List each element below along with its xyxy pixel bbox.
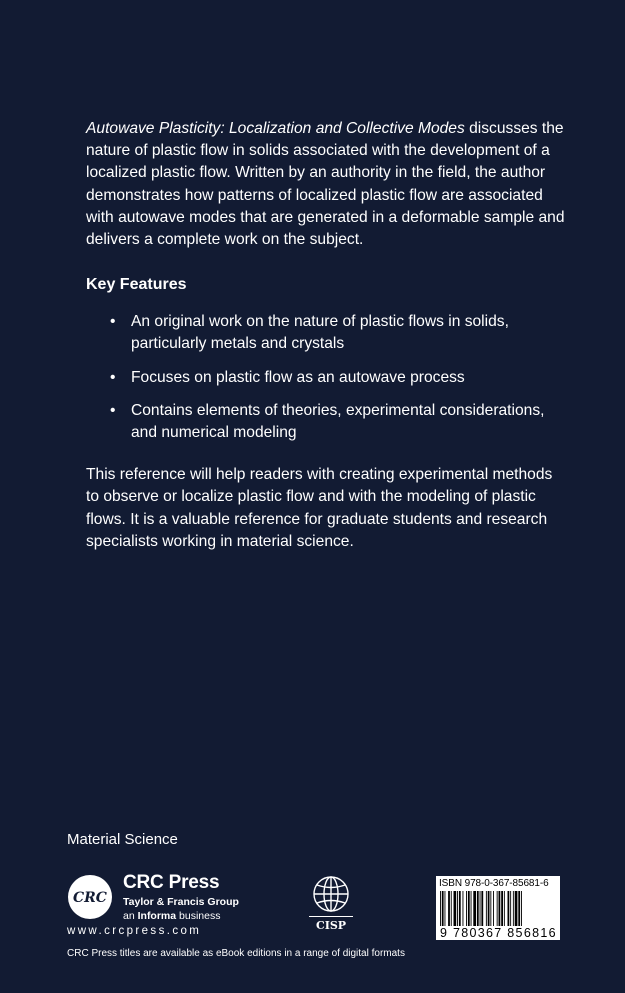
barcode-bar — [473, 891, 476, 926]
list-item — [86, 400, 568, 444]
barcode-bar — [518, 891, 520, 926]
barcode-number: 9 780367 856816 — [440, 926, 557, 940]
barcode-bar — [486, 891, 487, 926]
barcode-bar — [499, 891, 501, 926]
publisher-name: CRC Press — [123, 872, 220, 893]
publisher-block — [67, 872, 307, 942]
barcode-bar — [493, 891, 494, 926]
feature-text: Contains elements of theories, experimental considerations, and numerical modeling — [131, 401, 545, 442]
barcode-bar — [463, 891, 464, 926]
globe-icon — [312, 875, 350, 915]
feature-text: An original work on the nature of plastic flows in solids, particularly metals and crystals — [131, 313, 509, 353]
isbn-text: ISBN 978-0-367-85681-6 — [439, 878, 549, 889]
barcode-bar — [504, 891, 505, 926]
barcode-bar — [448, 891, 450, 926]
bullet-icon: • — [110, 313, 116, 331]
barcode-bar — [501, 891, 503, 926]
crc-logo-text: CRC — [73, 890, 107, 906]
informa-brand: Informa — [137, 910, 177, 922]
barcode-bar — [451, 891, 452, 926]
intro-paragraph — [86, 118, 568, 251]
intro-text: discusses the nature of plastic flow in solids associated with the development of a localized plastic flow. Written by an authority in the field, the author demonstrates how patterns of localized plastic flow are associated with autowave modes that are generated in a deformable sample and delivers a complete work on the subject. — [86, 120, 565, 249]
subject-category: Material Science — [67, 831, 178, 848]
barcode-bar — [497, 891, 498, 926]
ebook-note: CRC Press titles are available as eBook editions in a range of digital formats — [67, 948, 405, 959]
barcode-bar — [442, 891, 444, 926]
barcode-bar — [445, 891, 446, 926]
barcode-bar — [508, 891, 510, 926]
barcode-bar — [521, 891, 522, 926]
barcode-bar — [471, 891, 472, 926]
publisher-url: www.crcpress.com — [67, 925, 202, 937]
barcode-bar — [515, 891, 518, 926]
crc-logo-icon — [67, 874, 113, 920]
features-list — [86, 311, 568, 444]
book-title: Autowave Plasticity: Localization and Collective Modes — [86, 120, 465, 137]
barcode-bar — [440, 891, 441, 926]
barcode-bar — [457, 891, 458, 926]
barcode-bar — [477, 891, 479, 926]
key-features-heading: Key Features — [86, 276, 187, 294]
list-item — [86, 367, 568, 389]
barcode-bar — [488, 891, 490, 926]
closing-paragraph: This reference will help readers with creating experimental methods to observe or localize plastic flow and with the modeling of plastic flows. It is a valuable reference for graduate students and research specialists working in material science. — [86, 466, 553, 550]
bullet-icon: • — [110, 401, 116, 419]
barcode-bar — [468, 891, 470, 926]
cisp-label: CISP — [309, 916, 353, 932]
cisp-logo — [309, 875, 353, 937]
barcode-bar — [490, 891, 491, 926]
barcode-bar — [510, 891, 511, 926]
bullet-icon: • — [110, 368, 116, 386]
barcode-bar — [480, 891, 481, 926]
description-block — [86, 118, 568, 553]
publisher-business: an Informa business — [123, 910, 221, 922]
barcode-bar — [481, 891, 483, 926]
barcode-bars — [440, 891, 556, 926]
barcode-bar — [454, 891, 457, 926]
barcode — [436, 876, 560, 940]
list-item — [86, 311, 568, 355]
barcode-bar — [459, 891, 461, 926]
publisher-group: Taylor & Francis Group — [123, 896, 239, 908]
barcode-bar — [466, 891, 467, 926]
feature-text: Focuses on plastic flow as an autowave process — [131, 368, 465, 386]
barcode-bar — [513, 891, 514, 926]
